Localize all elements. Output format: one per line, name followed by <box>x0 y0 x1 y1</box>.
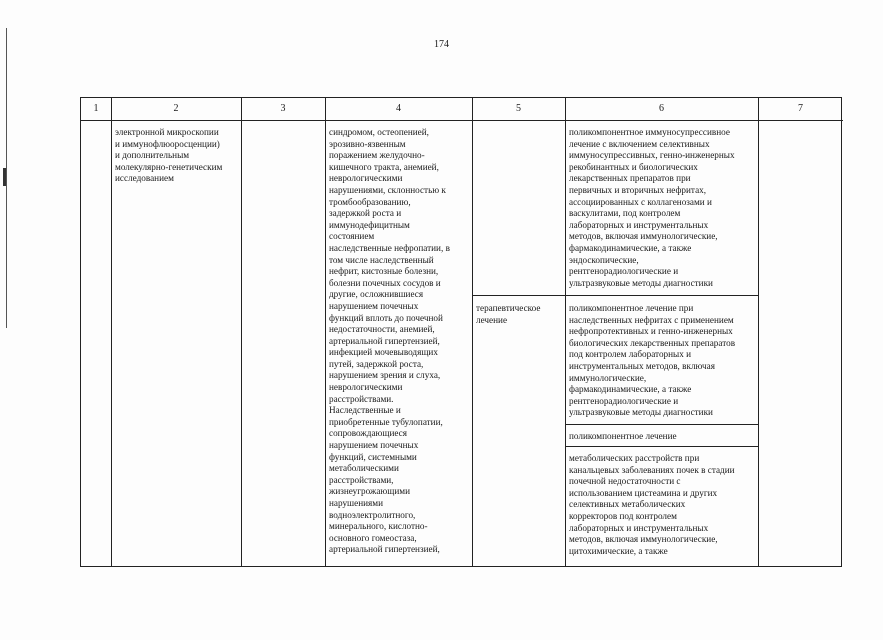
column-divider <box>472 98 473 566</box>
cell-col5: терапевтическое лечение <box>476 303 541 325</box>
row-divider <box>472 295 758 296</box>
header-col-4: 4 <box>396 103 401 114</box>
header-col-5: 5 <box>516 103 521 114</box>
column-divider <box>565 98 566 566</box>
column-divider <box>325 98 326 566</box>
page-number: 174 <box>434 39 449 50</box>
cell-col2: электронной микроскопии и иммунофлюоросценции) и дополнительным молекулярно-генетическим исследованием <box>115 127 223 184</box>
scan-edge-line <box>6 28 7 328</box>
row-divider <box>565 446 758 447</box>
header-col-7: 7 <box>798 103 803 114</box>
cell-col6-row2: поликомпонентное лечение при наследственных нефритах с применением нефропротективных и генно-инженерных биологических лекарственных препаратов под контролем лабораторных и инструментальных методов, включая иммунологические, фармакодинамические, а также рентгенорадиологические и ультразвуковые методы диагностики <box>569 303 736 418</box>
cell-col6-row1: поликомпонентное иммуносупрессивное лечение с включением селективных иммуносупрессивных, генно-инженерных рекобинантных и биологических лекарственных препаратов при первичных и вторичных нефритах, ассоциированных с коллагенозами и васкулитами, под контролем лабораторных и инструментальных методов, включая иммунологические, фармакодинамические, а также эндоскопические, рентгенорадиологические и ультразвуковые методы диагностики <box>569 127 735 288</box>
cell-col6-row3: поликомпонентное лечение <box>569 431 677 441</box>
document-table <box>80 97 842 567</box>
cell-col4: синдромом, остеопенией, эрозивно-язвенным поражением желудочно- кишечного тракта, анемией, неврологическими нарушениями, склонностью к тромбообразованию, задержкой роста и иммунодефицитным состоянием наследственные нефропатии, в том числе наследственный нефрит, кистозные болезни, болезни почечных сосудов и другие, осложнившиеся нарушением почечных функций вплоть до почечной недостаточности, анемией, артериальной гипертензией, инфекцией мочевыводящих путей, задержкой роста, нарушением зрения и слуха, неврологическими расстройствами. Наследственные и приобретенные тубулопатии, сопровождающиеся нарушением почечных функций, системными метаболическими расстройствами, жизнеугрожающими нарушениями водноэлектролитного, минерального, кислотно- основного гомеостаза, артериальной гипертензией, <box>329 127 450 555</box>
scan-mark <box>3 168 6 186</box>
header-col-1: 1 <box>93 103 99 114</box>
header-divider <box>81 120 843 121</box>
column-divider <box>241 98 242 566</box>
column-divider <box>111 98 112 566</box>
column-divider <box>758 98 759 566</box>
header-col-6: 6 <box>659 103 664 114</box>
row-divider <box>565 424 758 425</box>
header-col-3: 3 <box>280 103 286 114</box>
header-col-2: 2 <box>173 103 179 114</box>
cell-col6-row4: метаболических расстройств при канальцевых заболеваниях почек в стадии почечной недостаточности с использованием цистеамина и других селективных метаболических корректоров под контролем лабораторных и инструментальных методов, включая иммунологические, цитохимические, а также <box>569 453 735 556</box>
